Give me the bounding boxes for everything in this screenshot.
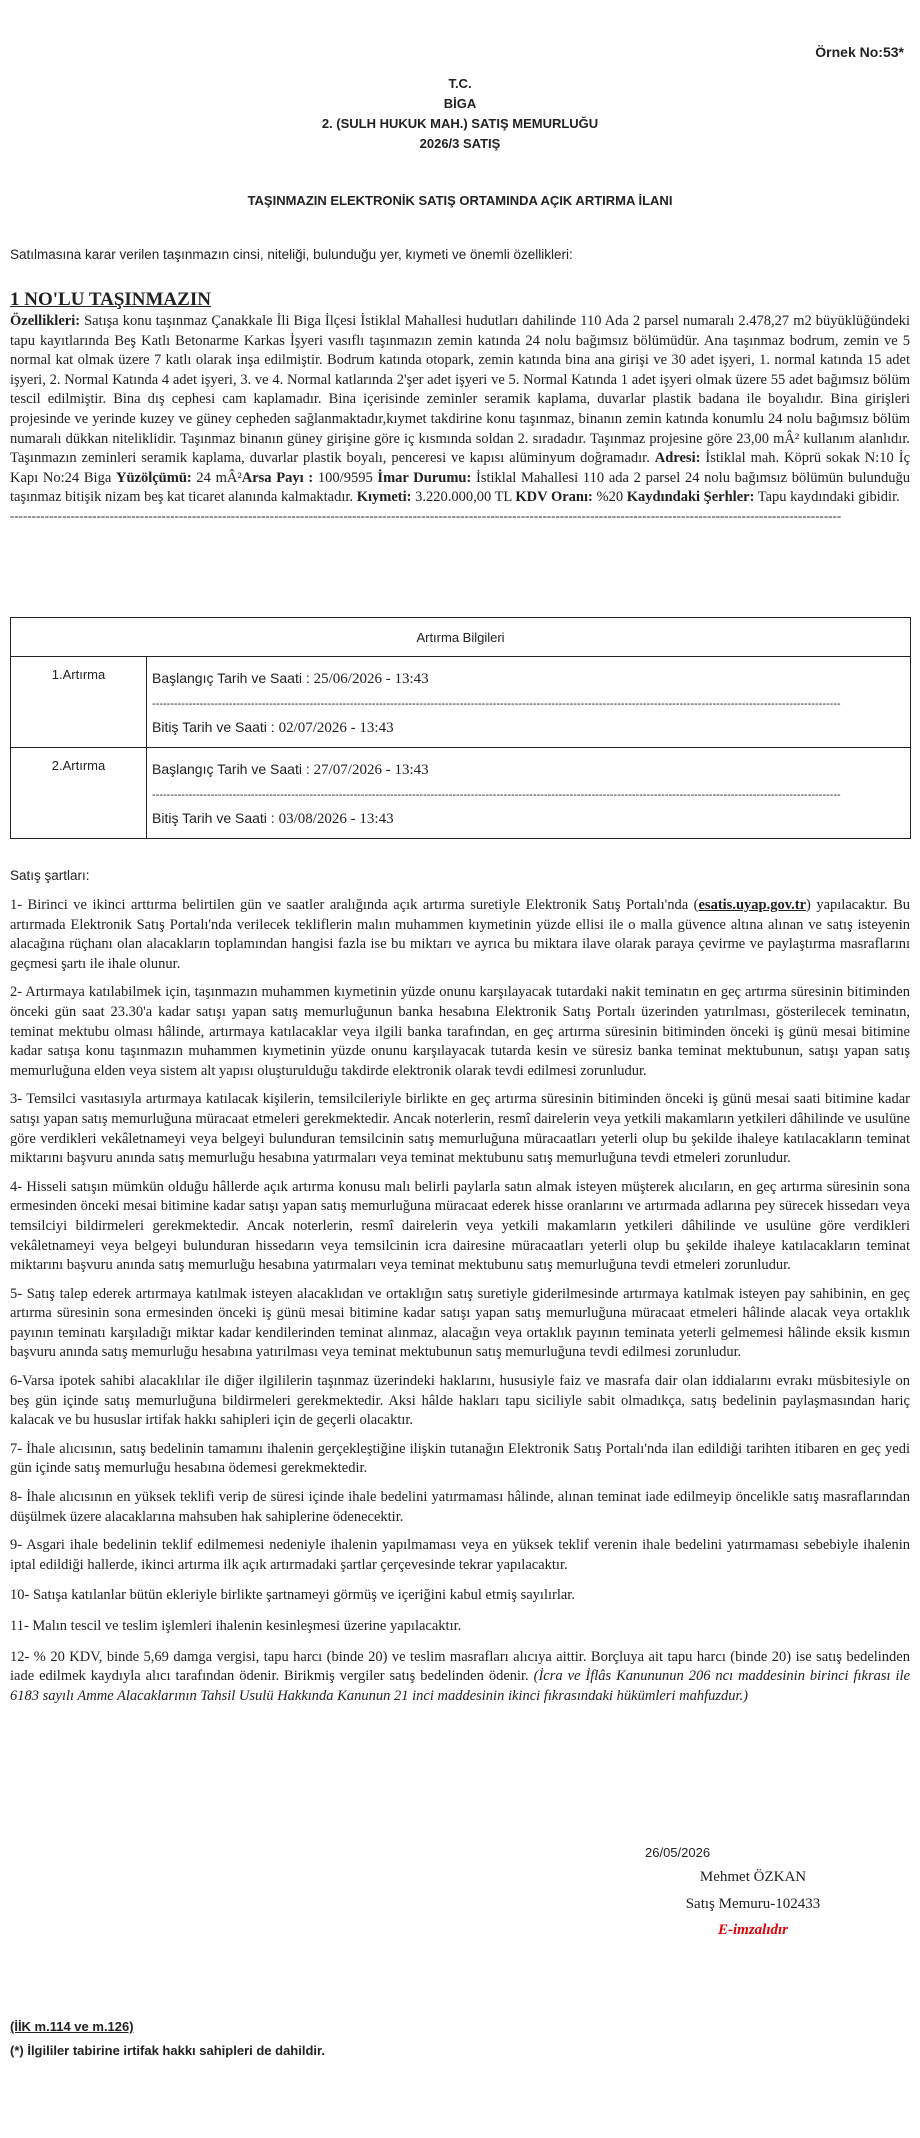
auction-start: Başlangıç Tarih ve Saati : 27/07/2026 - 13:43 (152, 761, 429, 778)
header-file-no: 2026/3 SATIŞ (419, 136, 501, 151)
term-9: 9- Asgari ihale bedelinin teklif edilmemesi nedeniyle ihalenin yapılmaması veya en yüksek teklif verenin ihale bedelini yatırmaması sebebiyle ihalenin iptal edildiği hallerde, ikinci artırma ilk açık artırmadaki şartlar çerçevesinde tekrar yapılacaktır. (10, 1537, 910, 1573)
term-5: 5- Satış talep ederek artırmaya katılmak isteyen alacaklıdan ve ortaklığın satış suretiyle giderilmesinde artırmaya katılmak isteyen pay sahibinin, en geç artırma süresinin sona ermesinden önceki iş günü mesai bitimine kadar satışı yapan satış memurluğuna müracaat etmeleri hâlinde alacak veya ortaklık payının teminatı karşıladığı miktar kadar kendilerinden teminat alınmaz, alacağın veya ortaklık payının teminata yeterli gelmemesi hâlinde eksik kısmın başvuru anında satış memurluğu hesabına yatırılması veya teminat mektubunun satış memurluğuna tevdi edilmesi zorunludur. (10, 1285, 910, 1361)
term-10: 10- Satışa katılanlar bütün ekleriyle birlikte şartnameyi görmüş ve içeriğini kabul etmiş sayılırlar. (10, 1587, 575, 1604)
term-2: 2- Artırmaya katılabilmek için, taşınmazın muhammen kıymetinin yüzde onunu karşılayacak tutardaki nakit teminatın en geç artırma süresinin bitiminden önceki gün saat 23.30'a kadar satışı yapan satış memurluğunun banka hesabına Elektronik Satış Portalı üzerinden yatırılması, gösterilecek teminatın, teminat mektubu olması hâlinde, artırmaya katılacaklar veya ilgili banka tarafından, en geç artırma süresinin bitiminden önceki iş günü mesai bitimine kadar satışa konu taşınmazın muhammen kıymetinin yüzde onunu karşılayacak tutarda kesin ve süresiz banka teminat mektubunun, satışı yapan satış memurluğuna elden veya sistem alt yapısı oluşturulduğu takdirde elektronik olarak tevdi edilmesi zorunludur. (10, 984, 910, 1079)
e-signature-mark: E-imzalıdır (717, 1922, 788, 1938)
auction-row (11, 657, 911, 748)
law-reference: (İİK m.114 ve m.126) (10, 2019, 134, 2034)
property-heading: 1 NO'LU TAŞINMAZIN (10, 289, 211, 310)
sample-number: Örnek No:53* (815, 44, 904, 60)
term-1: 1- Birinci ve ikinci arttırma belirtilen gün ve saatler aralığında açık artırma suretiyle Elektronik Satış Portalı'nda (esatis.uyap.gov.tr) yapılacaktır. Bu artırmada Elektronik Satış Portalı'nda verilecek tekliflerin malın muhammen kıymetinin yüzde ellisi ile o malla güvence altına alınan ve satış isteyenin alacağına rüçhanı olan alacakların toplamından hangisi fazla ise bu miktarı ve ayrıca bu miktara ilave olarak paraya çevirme ve paylaştırma masraflarını geçmesi şartı ile ihale olunur. (10, 897, 910, 972)
terms-title: Satış şartları: (10, 868, 90, 883)
auction-round-label: 2.Artırma (11, 748, 147, 839)
term-12: 12- % 20 KDV, binde 5,69 damga vergisi, tapu harcı (binde 20) ve teslim masrafları alıcıya aittir. Borçluya ait tapu harcı (binde 20) ise satış bedelinden iade edilmek kaydıyla alıcı tarafından ödenir. Birikmiş vergiler satış bedelinden ödenir. (İcra ve İflâs Kanununun 206 ncı maddesinin birinci fıkrası ile 6183 sayılı Amme Alacaklarının Tahsil Usulü Hakkında Kanunun 21 inci maddesinin ikinci fıkrasındaki hükümleri mahfuzdur.) (10, 1648, 910, 1704)
signer-name: Mehmet ÖZKAN (699, 1869, 807, 1885)
property-divider: ------------------------------------------------------------------------------------------------------------------------------------------------------------------------------------------------ (10, 507, 842, 523)
term-4: 4- Hisseli satışın mümkün olduğu hâllerde açık artırma konusu malı belirli paylarla satın almak isteyen müşterek alıcıların, en geç artırma süresinin sona ermesinden önceki mesai bitimine kadar satışı yapan satış memurluğuna müracaat ederek hisse oranlarını ve artırmada adlarına pey sürecek hissedarı veya temsilciyi bildirmeleri gerekmektedir. Ancak noterlerin, resmî dairelerin veya yetkili makamların yetkileri dâhilinde ve usulüne göre verdikleri vekâletnameyi veya belgeyi bulunduran hissedarın veya temsilcinin icra dairesine müracaatları yeterli olup bu şekilde ihaleye katılacakların teminat miktarını başvuru anında satış memurluğu hesabına yatırmaları veya teminat mektubunu satış memurluğuna tevdi etmeleri zorunludur. (10, 1178, 910, 1274)
office-header (0, 74, 920, 154)
auction-info-table (10, 617, 911, 839)
intro-text: Satılmasına karar verilen taşınmazın cinsi, niteliği, bulunduğu yer, kıymeti ve önemli özellikleri: (10, 247, 573, 262)
footer-note: (*) İlgililer tabirine irtifak hakkı sahipleri de dahildir. (10, 2043, 325, 2058)
auction-table-header: Artırma Bilgileri (11, 618, 911, 657)
sale-terms (10, 896, 910, 1706)
auction-start: Başlangıç Tarih ve Saati : 25/06/2026 - 13:43 (152, 670, 429, 687)
portal-link[interactable]: esatis.uyap.gov.tr (698, 897, 807, 913)
auction-row (11, 748, 911, 839)
auction-end: Bitiş Tarih ve Saati : 03/08/2026 - 13:43 (152, 810, 394, 827)
auction-round-label: 1.Artırma (11, 657, 147, 748)
auction-end: Bitiş Tarih ve Saati : 02/07/2026 - 13:43 (152, 719, 394, 736)
signer-title: Satış Memuru-102433 (685, 1896, 821, 1912)
signature-date: 26/05/2026 (645, 1845, 711, 1860)
auction-separator: -------------------------------------------------------------------------------------------------------------------------------------------------------------------------------------------- (152, 789, 841, 801)
term-11: 11- Malın tescil ve teslim işlemleri ihalenin kesinleşmesi üzerine yapılacaktır. (10, 1618, 462, 1634)
announcement-title: TAŞINMAZIN ELEKTRONİK SATIŞ ORTAMINDA AÇIK ARTIRMA İLANI (247, 193, 673, 208)
header-tc: T.C. (448, 76, 472, 91)
term-3: 3- Temsilci vasıtasıyla artırmaya katılacak kişilerin, temsilcileriyle birlikte en geç artırma süresinin bitiminden önceki iş günü mesai saati bitimine kadar satışı yapan satış memurluğuna müracaat etmeleri gerekmektedir. Ancak noterlerin, resmî dairelerin veya yetkili makamların yetkileri dâhilinde ve usulüne göre verdikleri vekâletnameyi veya belgeyi bulunduran temsilcinin satış memurluğuna müracaatları yeterli olup bu şekilde ihaleye katılacakların teminat miktarını başvuru anında satış memurluğu hesabına yatırmaları veya teminat mektubunu satış memurluğuna tevdi etmeleri zorunludur. (10, 1091, 910, 1167)
term-6: 6-Varsa ipotek sahibi alacaklılar ile diğer ilgililerin taşınmaz üzerindeki haklarını, hususiyle faiz ve masrafa dair olan iddialarını evrakı müsbitesiyle on beş gün içinde satış memurluğuna bildirmeleri gerekmektedir. Aksi hâlde hakları tapu siciliyle sabit olmadıkça, satış bedelinin paylaşmasından hariç kalacak ve bu hususlar irtifak hakkı sahipleri için de geçerli olacaktır. (10, 1373, 910, 1429)
header-city: BİGA (443, 96, 477, 111)
auction-separator: -------------------------------------------------------------------------------------------------------------------------------------------------------------------------------------------- (152, 698, 841, 710)
header-office: 2. (SULH HUKUK MAH.) SATIŞ MEMURLUĞU (321, 116, 599, 131)
term-8: 8- İhale alıcısının en yüksek teklifi verip de süresi içinde ihale bedelini yatırmaması hâlinde, alınan teminat iade edilmeyip öncelikle satış masraflarından düşülmek üzere alacaklarına mahsuben hak sahiplerine ödenecektir. (10, 1489, 910, 1525)
property-description: Özellikleri: Satışa konu taşınmaz Çanakkale İli Biga İlçesi İstiklal Mahallesi hudutları dahilinde 110 Ada 2 parsel numaralı 2.478,27 m2 büyüklüğündeki tapu kayıtlarında Beş Katlı Betonarme Karkas İşyeri vasıflı taşınmazın zemin katında 24 nolu bağımsız bölümüdür. Ana taşınmaz bodrum, zemin ve 5 normal kat olmak üzere 7 katlı olarak inşa edilmiştir. Bodrum katında otopark, zemin katında bina ana girişi ve 30 adet işyeri, 1. normal katında 15 adet işyeri, 2. Normal Katında 4 adet işyeri, 3. ve 4. Normal katlarında 2'şer adet işyeri ve 5. Normal Katında 1 adet işyeri olmak üzere 55 adet bağımsız bölüm tescil edilmiştir. Bina dış cephesi cam kaplamadır. Bina içerisinde zeminler seramik kaplama, duvarlar plastik badana ile boyalıdır. Bina girişleri projesinde ve yerinde kuzey ve güney cepheden sağlanmaktadır,kıymet takdirine konu taşınmaz, binanın zemin katında konumlu 24 nolu bağımsız bölüm numaralı dükkan niteliklidir. Taşınmaz binanın güney girişine göre iç kısmında soldan 2. sıradadır. Taşınmaz projesine göre 23,00 mÂ² kullanım alanlıdır. Taşınmazın zeminleri seramik kaplama, duvarlar plastik boyalı, penceresi ve kapısı alüminyum doğramadır. Adresi: İstiklal mah. Köprü sokak N:10 İç Kapı No:24 Biga Yüzölçümü: 24 mÂ²Arsa Payı : 100/9595 İmar Durumu: İstiklal Mahallesi 110 ada 2 parsel 24 nolu bağımsız bölümün bulunduğu taşınmaz bitişik nizam beş kat ticaret alanında kalmaktadır. Kıymeti: 3.220.000,00 TL KDV Oranı: %20 Kaydındaki Şerhler: Tapu kaydındaki gibidir. (10, 313, 911, 506)
term-7: 7- İhale alıcısının, satış bedelinin tamamını ihalenin gerçekleştiğine ilişkin tutanağın Elektronik Satış Portalı'nda ilan edildiği tarihten itibaren en geç yedi gün içinde satış memurluğu hesabına ödemesi gerekmektedir. (10, 1440, 910, 1477)
property-section (10, 288, 910, 524)
